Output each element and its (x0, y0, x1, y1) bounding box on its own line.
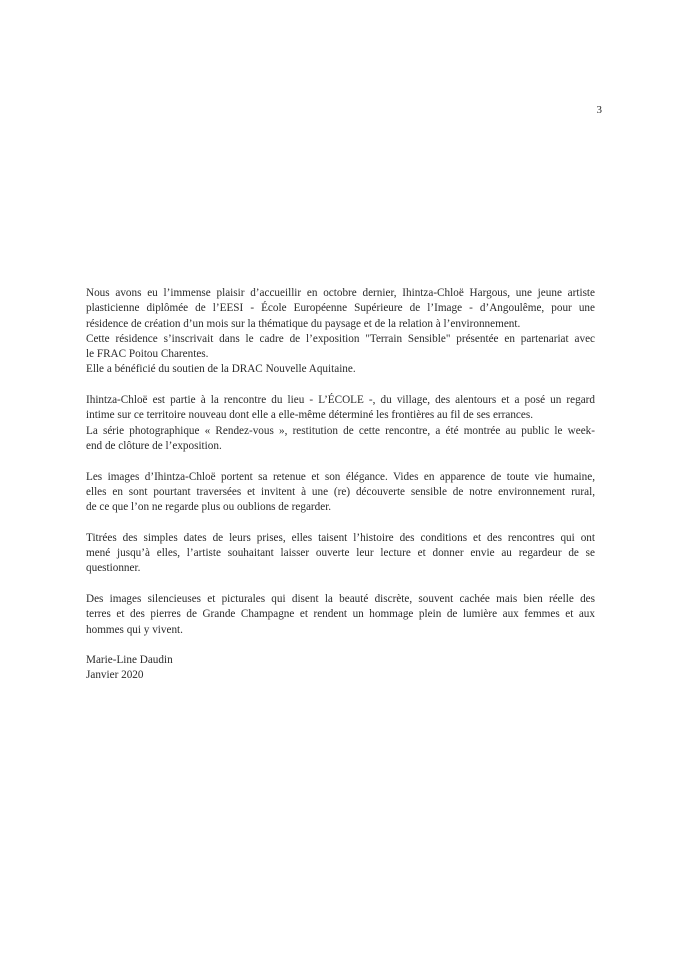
text-line: le FRAC Poitou Charentes. (86, 348, 209, 361)
text-line: mené jusqu’à elles, l’artiste souhaitant laisser ouverte leur lecture et donner envie au regardeur de se (86, 547, 595, 560)
text-line: La série photographique « Rendez-vous », restitution de cette rencontre, a été montrée au public le week- (86, 424, 595, 437)
text-line: plasticienne diplômée de l’EESI - École Européenne Supérieure de l’Image - d’Angoulême, pour une (86, 302, 595, 315)
paragraph-titres (86, 531, 595, 577)
signature-date: Janvier 2020 (86, 669, 144, 682)
text-line: end de clôture de l’exposition. (86, 439, 222, 452)
paragraph-images (86, 470, 595, 516)
signature-author: Marie-Line Daudin (86, 654, 173, 667)
text-line: Les images d’Ihintza-Chloë portent sa retenue et son élégance. Vides en apparence de toute vie humaine, (86, 470, 595, 483)
text-line: Ihintza-Chloë est partie à la rencontre du lieu - L’ÉCOLE -, du village, des alentours et a posé un regard (86, 394, 595, 407)
signature-block (86, 653, 595, 684)
page-number: 3 (596, 104, 602, 116)
text-line: résidence de création d’un mois sur la thématique du paysage et de la relation à l’environnement. (86, 317, 521, 330)
paragraph-residence (86, 286, 595, 378)
body-text (86, 286, 595, 684)
text-line: Des images silencieuses et picturales qui disent la beauté discrète, souvent cachée mais bien réelle des (86, 592, 595, 605)
text-line: terres et des pierres de Grande Champagne et rendent un hommage plein de lumière aux femmes et aux (86, 608, 595, 621)
text-line: Cette résidence s’inscrivait dans le cadre de l’exposition "Terrain Sensible" présentée en partenariat avec (86, 332, 595, 345)
text-line: questionner. (86, 562, 141, 575)
text-line: intime sur ce territoire nouveau dont elle a elle-même déterminé les frontières au fil de ses errances. (86, 409, 533, 422)
text-line: de ce que l’on ne regarde plus ou oublions de regarder. (86, 501, 332, 514)
text-line: elles en sont pourtant traversées et invitent à une (re) découverte sensible de notre environnement rural, (86, 485, 595, 498)
text-line: hommes qui y vivent. (86, 623, 183, 636)
paragraph-hommage (86, 592, 595, 638)
paragraph-rencontre (86, 393, 595, 454)
text-line: Elle a bénéficié du soutien de la DRAC Nouvelle Aquitaine. (86, 363, 356, 376)
text-line: Titrées des simples dates de leurs prises, elles taisent l’histoire des conditions et des rencontres qui ont (86, 531, 595, 544)
text-line: Nous avons eu l’immense plaisir d’accueillir en octobre dernier, Ihintza-Chloë Hargous, une jeune artiste (86, 287, 595, 299)
